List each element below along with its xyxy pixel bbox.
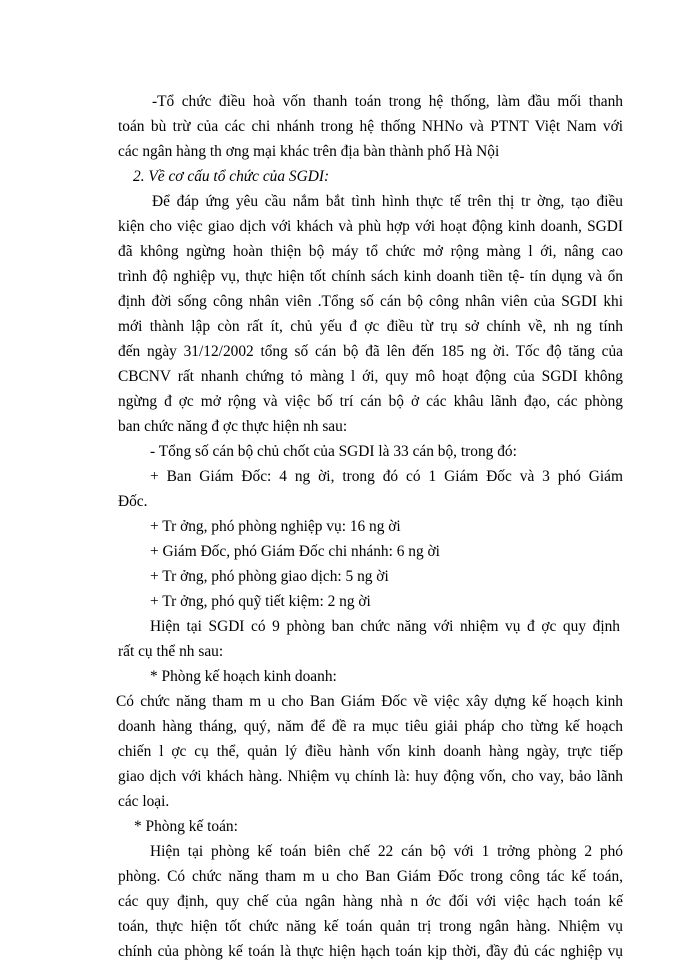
text-line-35: chính của phòng kế toán là thực hiện hạch toán kịp thời, đầy đủ các nghiệp vụ [118,943,623,960]
text-line-26: doanh hàng tháng, quý, năm để đề ra mục tiêu giải pháp cho từng kế hoạch [118,718,623,735]
text-line-12: CBCNV rất nhanh chứng tỏ màng l ới, quy mô hoạt động của SGDI không [118,368,623,385]
text-line-29: các loại. [118,793,170,810]
text-line-1: -Tổ chức điều hoà vốn thanh toán trong hệ thống, làm đầu mối thanh [152,93,623,110]
text-line-23: rất cụ thể nh sau: [118,643,224,660]
list-item-4: + Tr ởng, phó quỹ tiết kiệm: 2 ng ời [150,593,371,610]
text-line-11: đến ngày 31/12/2002 tổng số cán bộ đã lên đến 185 ng ời. Tốc độ tăng của [118,343,623,360]
text-line-9: định đời sống công nhân viên .Tổng số cán bộ công nhân viên của SGDI khi [118,293,623,310]
subsection-heading-1: * Phòng kế hoạch kinh doanh: [150,668,337,685]
text-line-2: toán bù trừ của các chi nhánh trong hệ thống NHNo và PTNT Việt Nam với [118,118,623,135]
section-heading: 2. Về cơ cấu tổ chức của SGDI: [133,168,330,185]
text-line-32: phòng. Có chức năng tham m u cho Ban Giám Đốc trong công tác kế toán, [118,868,623,885]
text-line-3: các ngân hàng th ơng mại khác trên địa bàn thành phố Hà Nội [118,143,500,160]
text-line-25: Có chức năng tham m u cho Ban Giám Đốc về việc xây dựng kế hoạch kinh [116,693,623,710]
list-item-3: + Tr ởng, phó phòng giao dịch: 5 ng ời [150,568,389,585]
text-line-6: kiện cho việc giao dịch với khách và phù hợp với hoạt động kinh doanh, SGDI [118,218,623,235]
text-line-14: ban chức năng đ ợc thực hiện nh sau: [118,418,348,435]
text-line-16: + Ban Giám Đốc: 4 ng ời, trong đó có 1 Giám Đốc và 3 phó Giám [150,468,623,485]
text-line-31: Hiện tại phòng kế toán biên chế 22 cán bộ với 1 trởng phòng 2 phó [150,843,623,860]
text-line-15: - Tổng số cán bộ chủ chốt của SGDI là 33 cán bộ, trong đó: [150,443,517,460]
text-line-10: mới thành lập còn rất ít, chủ yếu đ ợc điều từ trụ sở chính về, nh ng tính [118,318,623,335]
list-item-1: + Tr ởng, phó phòng nghiệp vụ: 16 ng ời [150,518,401,535]
text-line-8: trình độ nghiệp vụ, thực hiện tốt chính sách kinh doanh tiền tệ- tín dụng và ổn [118,268,623,285]
text-line-27: chiến l ợc cụ thể, quản lý điều hành vốn kinh doanh hàng ngày, trực tiếp [118,743,623,760]
text-line-34: toán, thực hiện tốt chức năng kế toán quản trị trong ngân hàng. Nhiệm vụ [118,918,623,935]
text-line-17: Đốc. [118,493,148,510]
text-line-33: các quy định, quy chế của ngân hàng nhà n ớc đối với việc hạch toán kế [118,893,623,910]
text-line-28: giao dịch với khách hàng. Nhiệm vụ chính là: huy động vốn, cho vay, bảo lãnh [118,768,623,785]
subsection-heading-2: * Phòng kế toán: [134,818,238,835]
text-line-22: Hiện tại SGDI có 9 phòng ban chức năng với nhiệm vụ đ ợc quy định [150,618,620,635]
text-line-13: ngừng đ ợc mở rộng và việc bố trí cán bộ ở các khâu lãnh đạo, các phòng [118,393,623,410]
text-line-5: Để đáp ứng yêu cầu nắm bắt tình hình thực tế trên thị tr ờng, tạo điều [152,193,623,210]
text-line-7: đã không ngừng hoàn thiện bộ máy tổ chức mở rộng màng l ới, nâng cao [118,243,623,260]
list-item-2: + Giám Đốc, phó Giám Đốc chi nhánh: 6 ng ời [150,543,440,560]
